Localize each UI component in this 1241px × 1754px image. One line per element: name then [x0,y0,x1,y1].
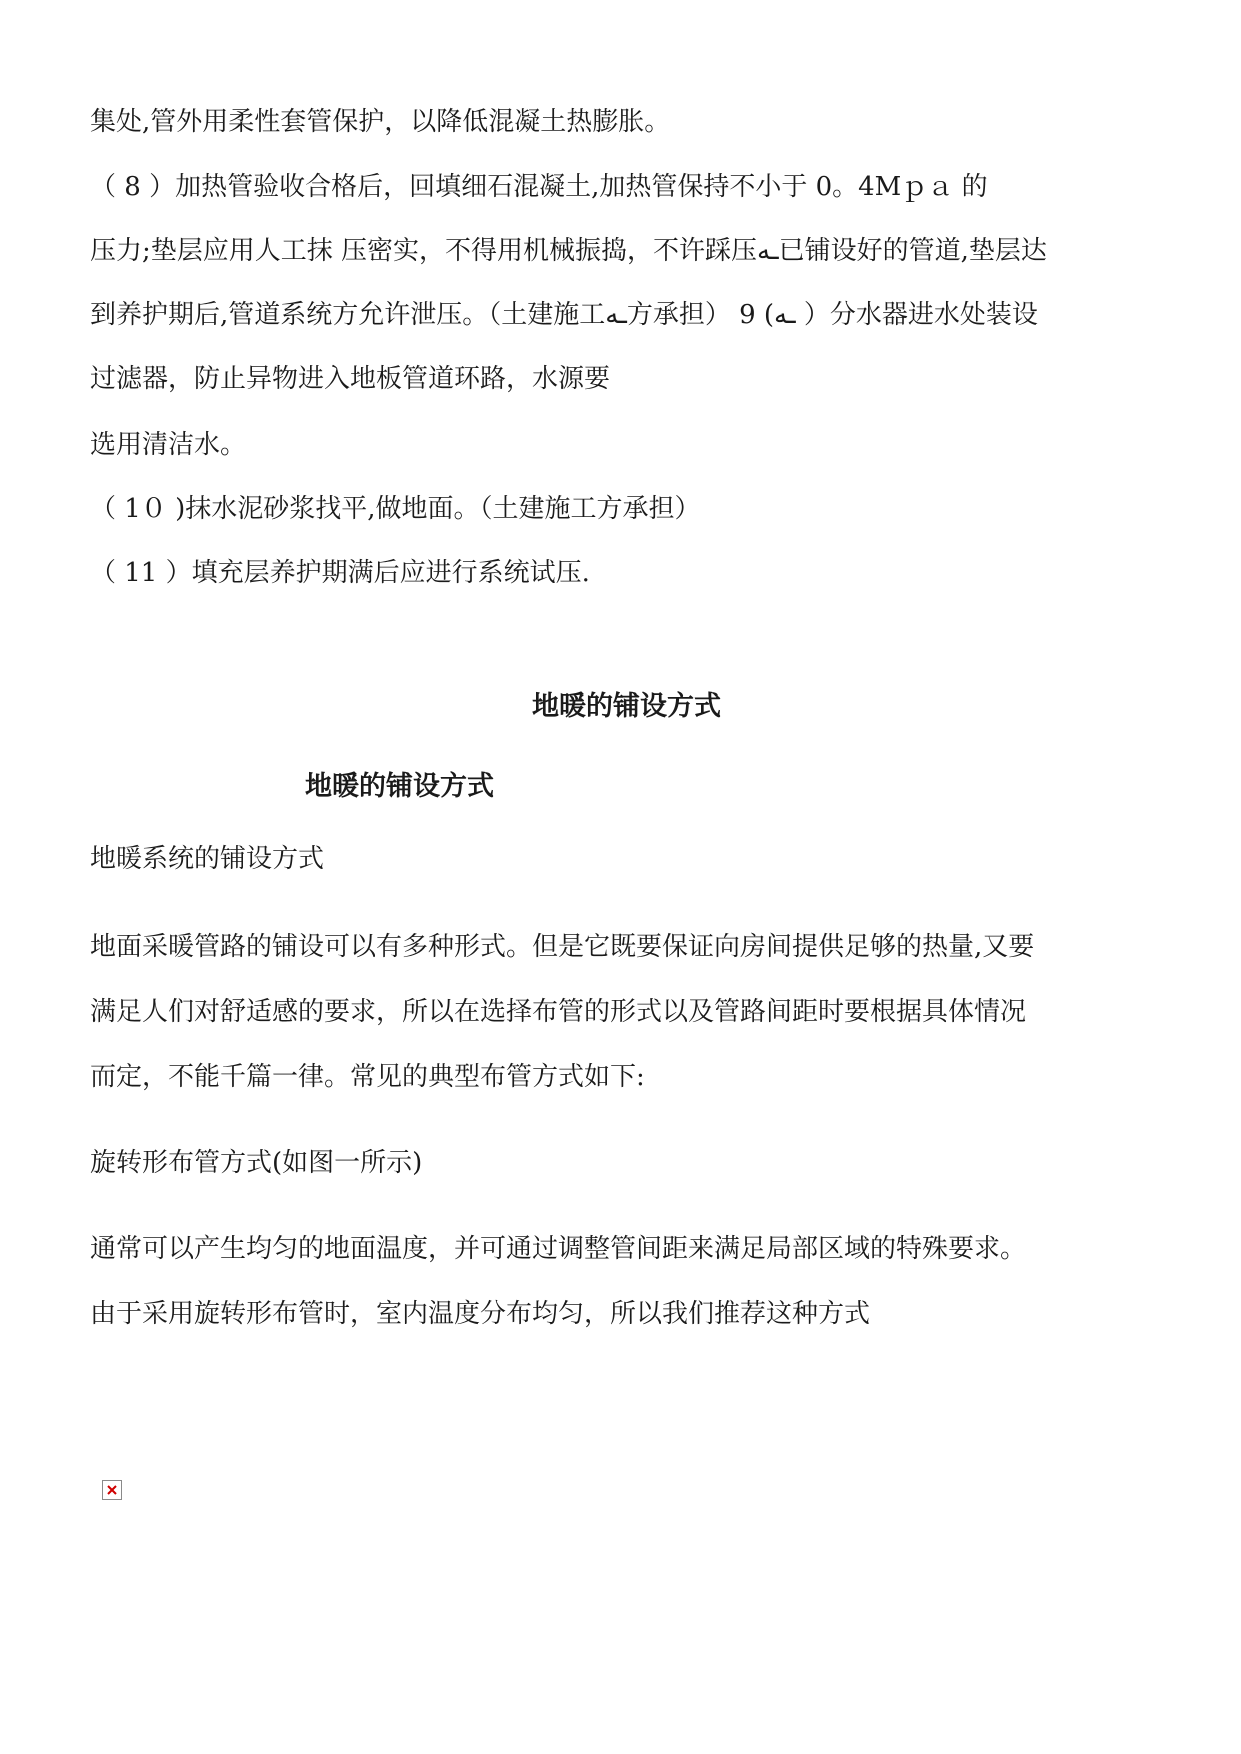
section-subtitle: 地暖的铺设方式 [305,771,494,802]
paragraph-line: 通常可以产生均匀的地面温度，并可通过调整管间距来满足局部区域的特殊要求。 [90,1234,1027,1264]
paragraph-line: 压力;垫层应用人工抹 压密实，不得用机械振捣，不许踩压ـه已铺设好的管道,垫层达 [90,236,1047,266]
paragraph-line: 到养护期后,管道系统方允许泄压。（土建施工ـه方承担） 9 (ـه ）分水器进水处装设 [90,300,1038,330]
section-title: 地暖的铺设方式 [532,691,721,722]
paragraph-line: （ 1０ )抹水泥砂浆找平,做地面。（土建施工方承担） [90,494,701,524]
paragraph-line: （ 8 ）加热管验收合格后，回填细石混凝土,加热管保持不小于 0。4Mｐａ 的 [90,172,988,202]
paragraph-line: 由于采用旋转形布管时，室内温度分布均匀，所以我们推荐这种方式 [90,1299,871,1329]
paragraph-line: 地暖系统的铺设方式 [90,844,325,874]
broken-image-x-icon [103,1481,121,1499]
paragraph-line: 而定，不能千篇一律。常见的典型布管方式如下: [90,1062,645,1092]
paragraph-line: 集处,管外用柔性套管保护，以降低混凝土热膨胀。 [90,107,671,137]
paragraph-line: 地面采暖管路的铺设可以有多种形式。但是它既要保证向房间提供足够的热量,又要 [90,932,1035,962]
paragraph-line: 旋转形布管方式(如图一所示) [90,1148,423,1178]
paragraph-line: 过滤器，防止异物进入地板管道环路，水源要 [90,364,611,394]
paragraph-line: 满足人们对舒适感的要求，所以在选择布管的形式以及管路间距时要根据具体情况 [90,997,1027,1027]
broken-image-icon [102,1480,122,1500]
paragraph-line: 选用清洁水。 [90,430,247,460]
paragraph-line: （ 11 ）填充层养护期满后应进行系统试压. [90,558,590,588]
